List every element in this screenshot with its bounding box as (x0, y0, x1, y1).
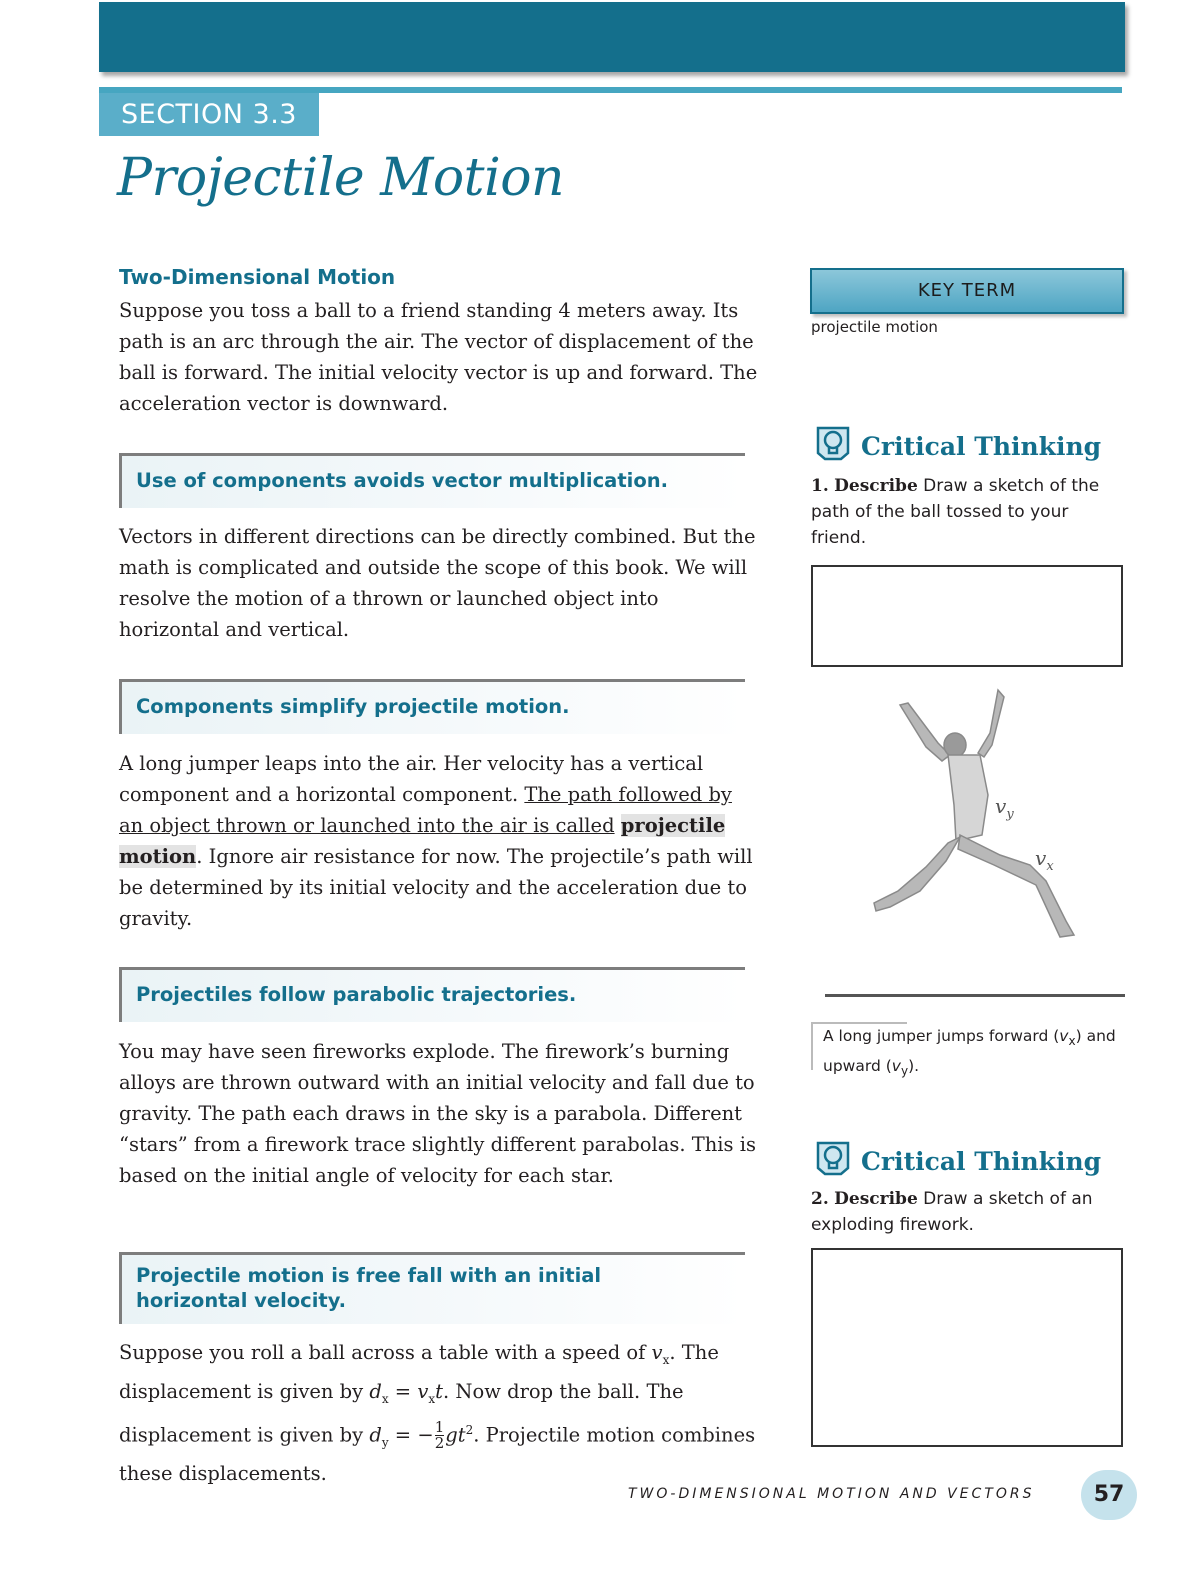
var-gt: gt (445, 1423, 466, 1447)
callout-free-fall-line-2: horizontal velocity. (136, 1289, 347, 1312)
figure-caption (811, 1024, 1129, 1084)
critical-thinking-1-heading (815, 425, 1101, 467)
callout-parabolic-trajectories: Projectiles follow parabolic trajectories. (119, 967, 745, 1022)
paragraph-fireworks: You may have seen fireworks explode. The firework’s burning alloys are thrown outward with an initial velocity and fall due to gravity. The path each draws in the sky is a parabola. Different “stars” from a firework trace slightly different parabolas. This is based on the initial angle of velocity for each star. (119, 1040, 756, 1187)
label-vx: $v_x$ (1035, 846, 1054, 874)
top-banner (99, 2, 1125, 72)
fraction-half (435, 1420, 445, 1451)
equals-sign: = (388, 1379, 418, 1403)
callout-free-fall (119, 1252, 745, 1324)
caption-v: v (1059, 1027, 1069, 1045)
ct1-number: 1. (811, 476, 829, 496)
projectile-motion-definition: The path followed by an object thrown or launched into the air is called (119, 783, 732, 837)
caption-rule (825, 994, 1125, 997)
rolling-ball-text-a: Suppose you roll a ball across a table with a speed of (119, 1341, 652, 1364)
paragraph-long-jumper-text-a: A long jumper leaps into the air. Her velocity has a vertical component and a horizontal component. (119, 752, 704, 806)
page-title: Projectile Motion (117, 148, 565, 208)
equals-sign-2: = (388, 1423, 418, 1447)
lightbulb-icon (815, 425, 851, 467)
caption-text-c: ). (908, 1057, 920, 1076)
critical-thinking-2-title: Critical Thinking (861, 1146, 1102, 1176)
sub-y: y (381, 1435, 389, 1450)
label-vy: $v_y$ (995, 794, 1014, 822)
sub-x: x (662, 1352, 670, 1367)
key-term-header: KEY TERM (810, 268, 1124, 314)
section-label: SECTION 3.3 (99, 93, 319, 136)
ct1-verb: Describe (834, 476, 918, 496)
critical-thinking-2-question (811, 1186, 1111, 1238)
minus-sign: − (417, 1423, 434, 1447)
var-t: t (435, 1379, 444, 1403)
section-subhead: Two-Dimensional Motion (119, 265, 396, 289)
caption-sub-y: y (900, 1064, 909, 1079)
var-d: d (369, 1379, 382, 1403)
page-number: 57 (1081, 1470, 1137, 1520)
rolling-ball-text-c: . Now drop the ball. The displacement is given by (119, 1379, 684, 1447)
caption-v-2: v (891, 1057, 901, 1076)
ct2-number: 2. (811, 1189, 829, 1209)
caption-sub-x: x (1068, 1034, 1076, 1049)
sub-x-2: x (381, 1391, 389, 1406)
key-term-item: projectile motion (811, 318, 938, 336)
callout-components-avoid-multiplication: Use of components avoids vector multiplication. (119, 453, 745, 508)
ct2-verb: Describe (834, 1189, 918, 1209)
long-jumper-figure (860, 685, 1120, 945)
answer-box-2[interactable] (811, 1248, 1123, 1447)
sub-x-3: x (428, 1391, 436, 1406)
paragraph-long-jumper (119, 748, 759, 934)
lightbulb-icon (815, 1140, 851, 1182)
caption-text-b: ) and upward ( (823, 1027, 1116, 1076)
callout-components-simplify: Components simplify projectile motion. (119, 679, 745, 734)
critical-thinking-1-question (811, 473, 1111, 551)
paragraph-vectors: Vectors in different directions can be directly combined. But the math is complicated and outside the scope of this book. We will resolve the motion of a thrown or launched object into horizontal and vertical. (119, 525, 756, 641)
callout-free-fall-line-1: Projectile motion is free fall with an initial (136, 1264, 602, 1287)
intro-paragraph: Suppose you toss a ball to a friend standing 4 meters away. Its path is an arc through the air. The vector of displacement of the ball is forward. The initial velocity vector is up and forward. The acceleration vector is downward. (119, 299, 758, 415)
running-head: TWO-DIMENSIONAL MOTION AND VECTORS (628, 1486, 1035, 1502)
paragraph-long-jumper-text-b: . Ignore air resistance for now. The projectile’s path will be determined by its initial velocity and the acceleration due to gravity. (119, 845, 753, 930)
fraction-numerator: 1 (434, 1418, 445, 1437)
rolling-ball-text-d: . Projectile motion combines these displacements. (119, 1423, 756, 1486)
var-v-2: v (417, 1379, 429, 1403)
ct2-text: Draw a sketch of an exploding firework. (811, 1189, 1093, 1235)
ct1-text: Draw a sketch of the path of the ball tossed to your friend. (811, 476, 1100, 548)
paragraph-rolling-ball (119, 1337, 759, 1489)
var-d-2: d (369, 1423, 382, 1447)
answer-box-1[interactable] (811, 565, 1123, 667)
superscript-2: 2 (465, 1422, 474, 1437)
long-jumper-silhouette (874, 690, 1074, 937)
caption-text-a: A long jumper jumps forward ( (823, 1027, 1060, 1045)
rolling-ball-text-b: . The displacement is given by (119, 1341, 719, 1403)
critical-thinking-2-heading (815, 1140, 1101, 1182)
critical-thinking-1-title: Critical Thinking (861, 431, 1102, 461)
key-term-highlight: projectile motion (119, 814, 726, 868)
fraction-denominator: 2 (434, 1434, 445, 1453)
var-v: v (651, 1341, 663, 1364)
